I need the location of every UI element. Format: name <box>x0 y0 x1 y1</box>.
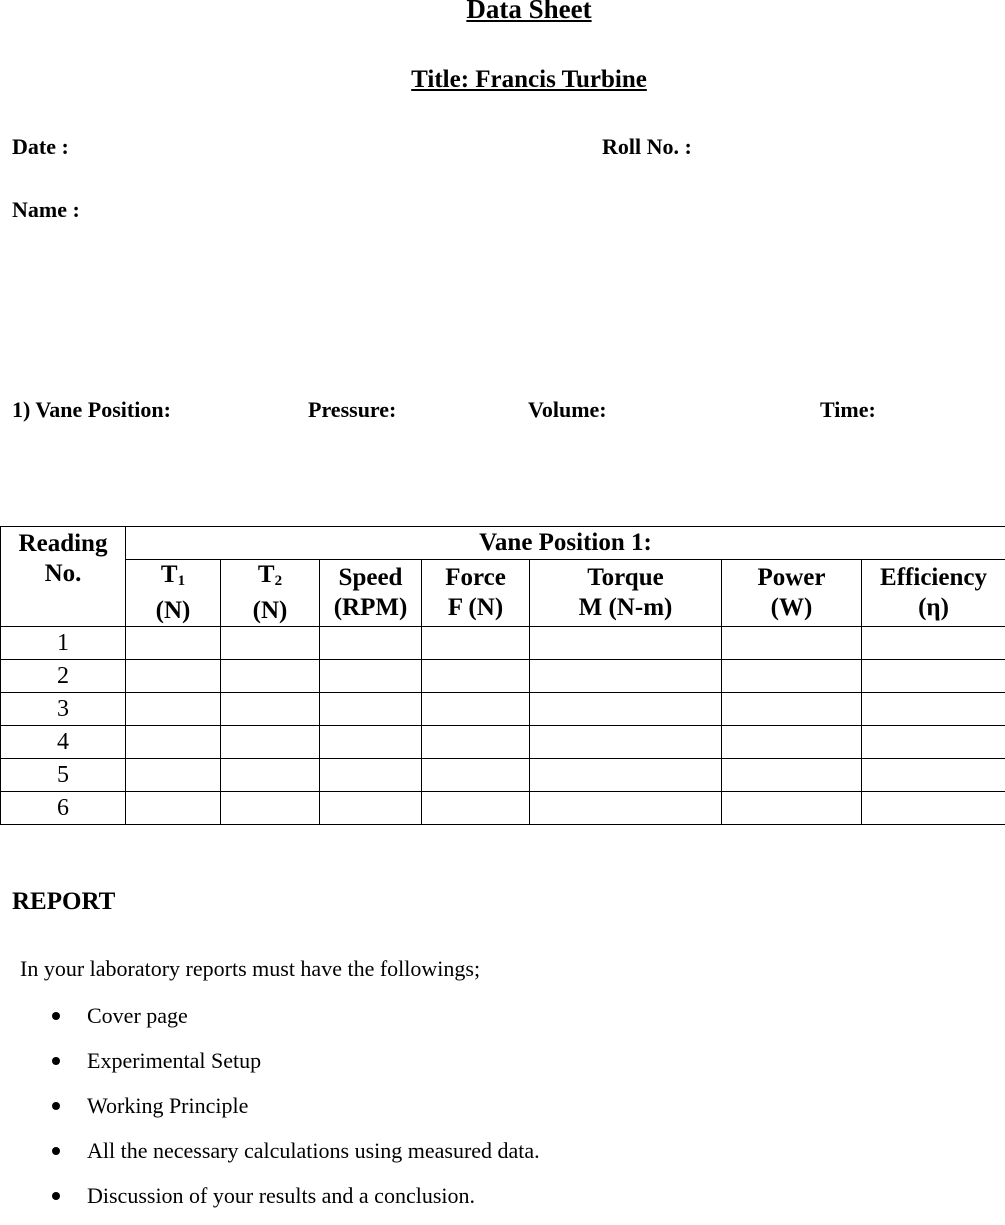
report-heading: REPORT <box>12 888 115 916</box>
blank-entry-cell <box>862 759 1005 792</box>
table-row <box>1 726 1005 759</box>
reading-number-cell: 5 <box>1 759 126 792</box>
pressure-label: Pressure: <box>308 397 396 423</box>
table-row <box>1 627 1005 660</box>
readings-table <box>0 526 1005 825</box>
blank-entry-cell <box>722 726 862 759</box>
blank-entry-cell <box>862 792 1005 825</box>
blank-entry-cell <box>221 627 320 660</box>
list-item: Discussion of your results and a conclusion. <box>52 1180 540 1225</box>
date-label: Date : <box>12 134 69 160</box>
reading-number-cell: 1 <box>1 627 126 660</box>
blank-entry-cell <box>320 726 422 759</box>
list-item: Experimental Setup <box>52 1045 540 1090</box>
blank-entry-cell <box>722 627 862 660</box>
blank-entry-cell <box>422 693 530 726</box>
bullet-icon <box>52 1012 60 1020</box>
blank-entry-cell <box>320 693 422 726</box>
reading-number-cell: 2 <box>1 660 126 693</box>
t1-header: $T_1$ (N) <box>126 560 221 627</box>
vane-position-label: 1) Vane Position: <box>12 397 171 423</box>
table-row <box>1 759 1005 792</box>
bullet-icon <box>52 1102 60 1110</box>
blank-entry-cell <box>422 792 530 825</box>
page-title: Data Sheet <box>0 0 1005 25</box>
list-item: Working Principle <box>52 1090 540 1135</box>
table-row <box>1 792 1005 825</box>
table-row <box>1 660 1005 693</box>
t2-header: $T_2$ (N) <box>221 560 320 627</box>
blank-entry-cell <box>221 792 320 825</box>
reading-no-header: Reading No. <box>1 527 126 627</box>
table-row <box>1 693 1005 726</box>
blank-entry-cell <box>530 759 722 792</box>
efficiency-header: Efficiency (η) <box>862 560 1005 627</box>
reading-number-cell: 4 <box>1 726 126 759</box>
volume-label: Volume: <box>528 397 607 423</box>
blank-entry-cell <box>722 759 862 792</box>
blank-entry-cell <box>126 660 221 693</box>
reading-number-cell: 3 <box>1 693 126 726</box>
experiment-title: Title: Francis Turbine <box>0 66 1005 94</box>
blank-entry-cell <box>422 759 530 792</box>
report-requirements-list <box>52 1000 540 1225</box>
blank-entry-cell <box>722 660 862 693</box>
force-header: Force F (N) <box>422 560 530 627</box>
blank-entry-cell <box>221 660 320 693</box>
blank-entry-cell <box>126 726 221 759</box>
blank-entry-cell <box>862 693 1005 726</box>
blank-entry-cell <box>530 726 722 759</box>
blank-entry-cell <box>722 792 862 825</box>
blank-entry-cell <box>862 627 1005 660</box>
blank-entry-cell <box>126 627 221 660</box>
time-label: Time: <box>820 397 876 423</box>
blank-entry-cell <box>422 627 530 660</box>
blank-entry-cell <box>320 792 422 825</box>
blank-entry-cell <box>221 726 320 759</box>
blank-entry-cell <box>530 627 722 660</box>
blank-entry-cell <box>320 660 422 693</box>
torque-header: Torque M (N-m) <box>530 560 722 627</box>
blank-entry-cell <box>320 627 422 660</box>
blank-entry-cell <box>126 693 221 726</box>
blank-entry-cell <box>722 693 862 726</box>
blank-entry-cell <box>530 693 722 726</box>
blank-entry-cell <box>221 693 320 726</box>
blank-entry-cell <box>530 660 722 693</box>
reading-number-cell: 6 <box>1 792 126 825</box>
speed-header: Speed (RPM) <box>320 560 422 627</box>
blank-entry-cell <box>320 759 422 792</box>
name-label: Name : <box>12 197 80 223</box>
blank-entry-cell <box>422 726 530 759</box>
blank-entry-cell <box>422 660 530 693</box>
blank-entry-cell <box>221 759 320 792</box>
roll-no-label: Roll No. : <box>602 134 692 160</box>
bullet-icon <box>52 1147 60 1155</box>
bullet-icon <box>52 1057 60 1065</box>
blank-entry-cell <box>862 660 1005 693</box>
list-item: All the necessary calculations using measured data. <box>52 1135 540 1180</box>
vane-position-group-header: Vane Position 1: <box>126 527 1005 560</box>
blank-entry-cell <box>530 792 722 825</box>
bullet-icon <box>52 1192 60 1200</box>
blank-entry-cell <box>126 759 221 792</box>
power-header: Power (W) <box>722 560 862 627</box>
list-item: Cover page <box>52 1000 540 1045</box>
blank-entry-cell <box>862 726 1005 759</box>
blank-entry-cell <box>126 792 221 825</box>
report-intro: In your laboratory reports must have the followings; <box>20 956 480 982</box>
